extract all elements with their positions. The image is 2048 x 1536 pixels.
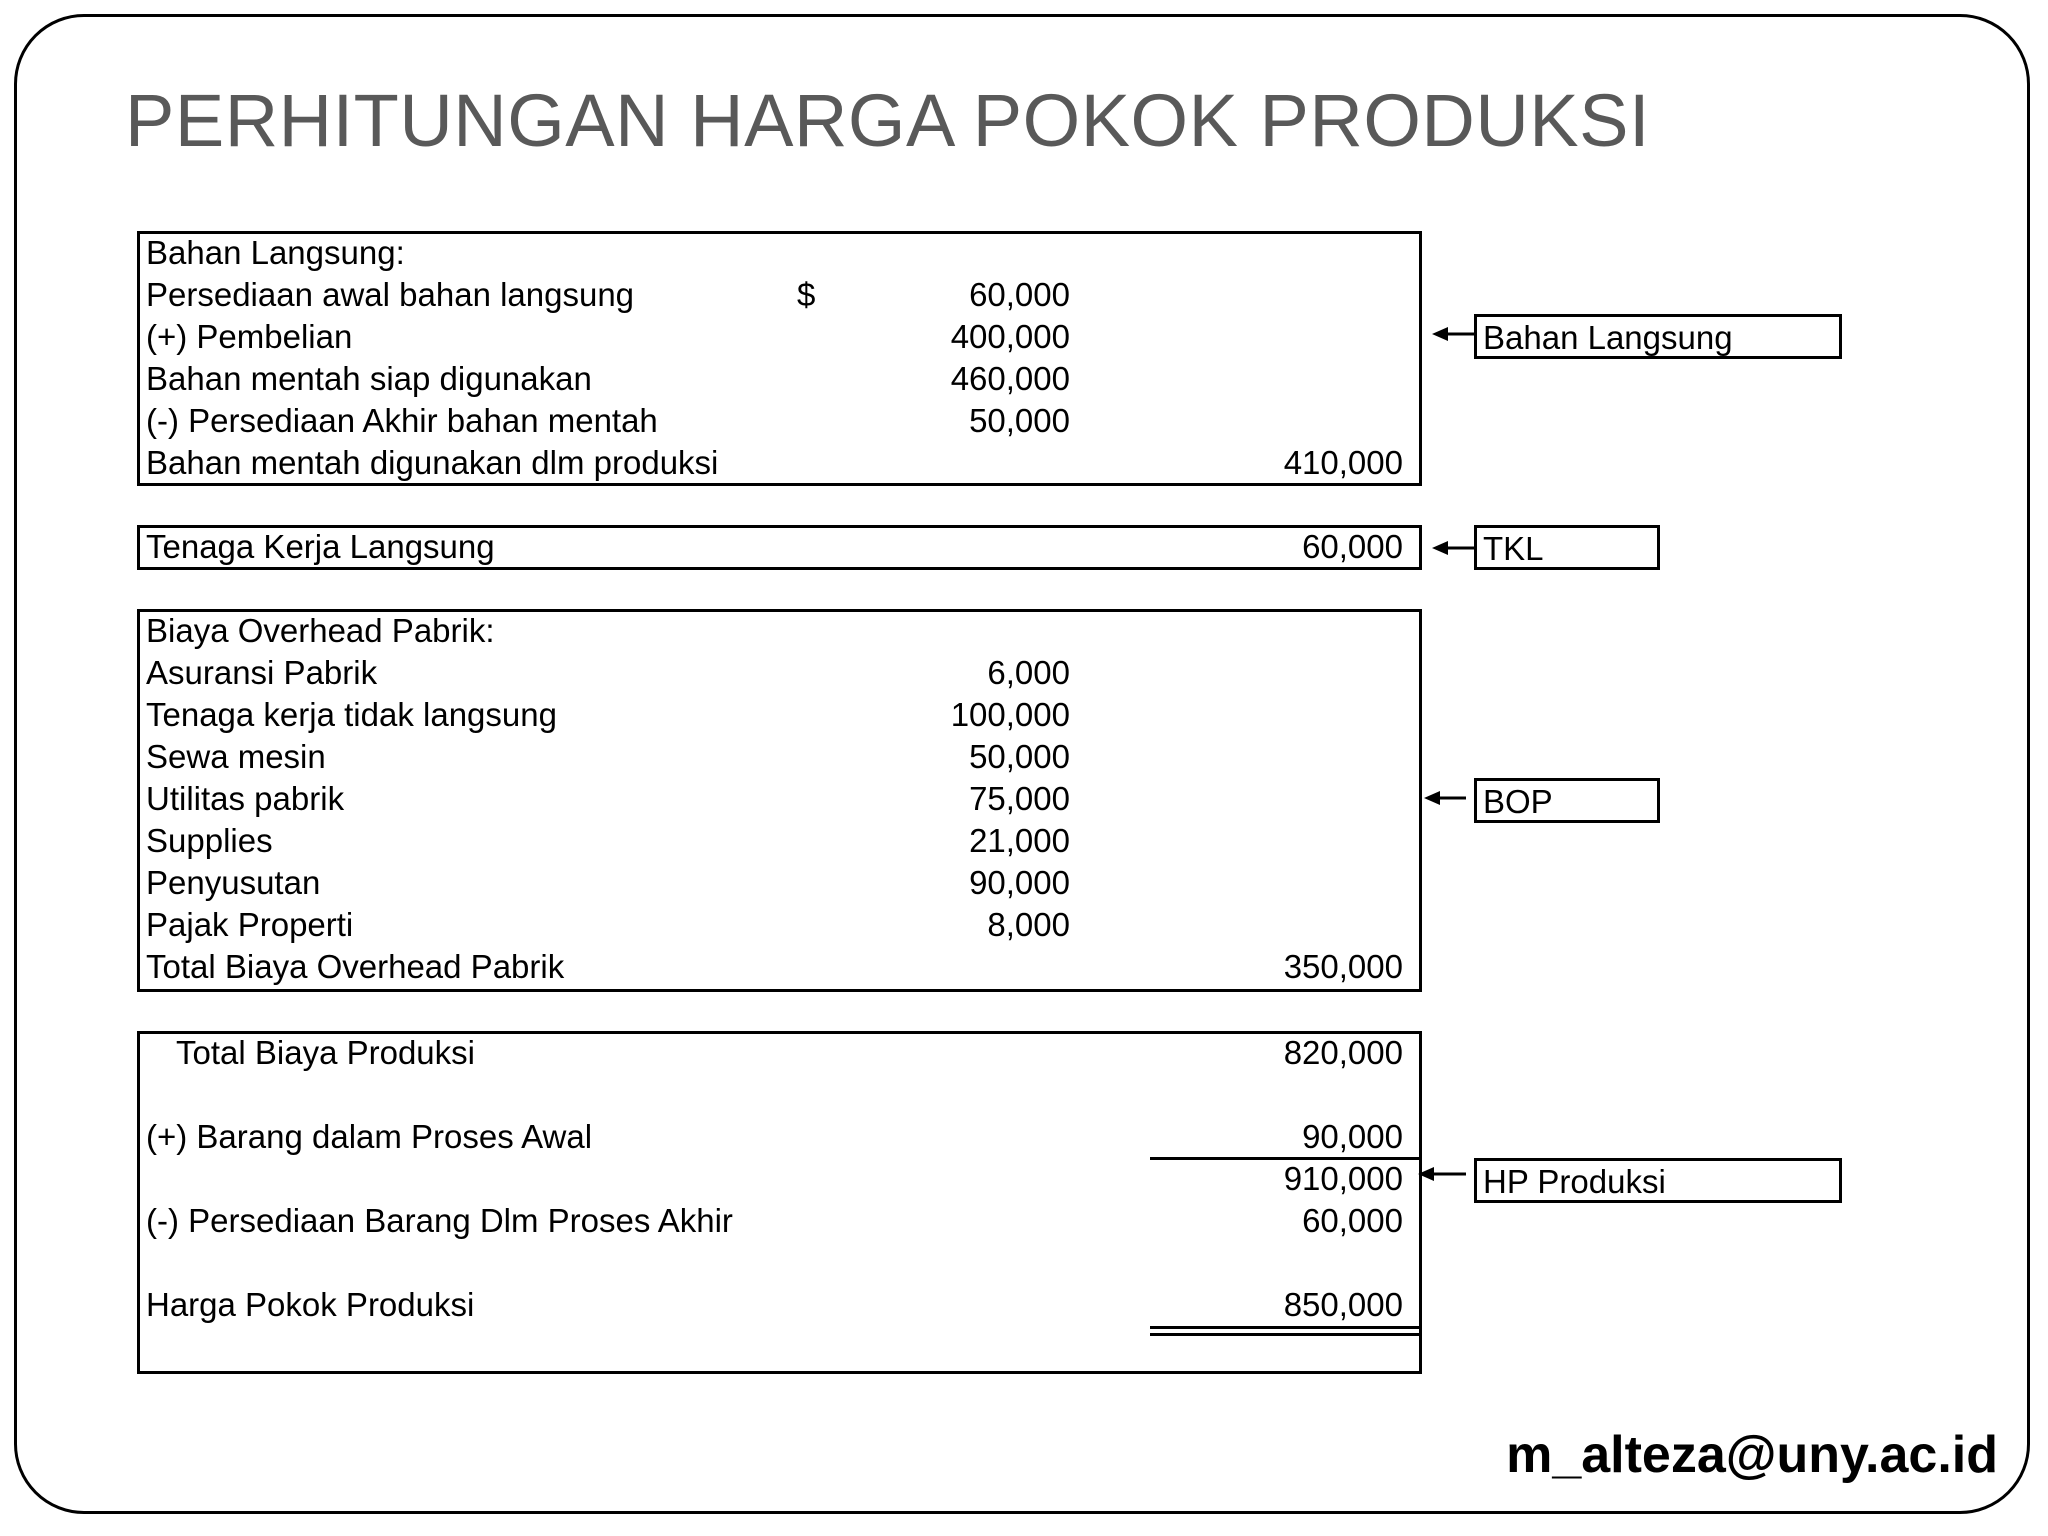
total-biaya-produksi-label: Total Biaya Produksi bbox=[176, 1034, 475, 1071]
bahan-row-label: Bahan mentah digunakan dlm produksi bbox=[146, 444, 719, 481]
bahan-heading: Bahan Langsung: bbox=[146, 234, 405, 271]
tkl-value: 60,000 bbox=[1302, 528, 1403, 565]
bahan-row-label: Persediaan awal bahan langsung bbox=[146, 276, 635, 313]
bop-row-label: Supplies bbox=[146, 822, 273, 859]
bop-row-value: 21,000 bbox=[969, 822, 1070, 859]
total-biaya-produksi-value: 820,000 bbox=[1283, 1034, 1403, 1071]
bahan-row-label: (+) Pembelian bbox=[146, 318, 353, 355]
bop-row-label: Pajak Properti bbox=[146, 906, 354, 943]
bdp-awal-label: (+) Barang dalam Proses Awal bbox=[146, 1118, 593, 1155]
currency-symbol: $ bbox=[797, 276, 816, 313]
bahan-row-value: 60,000 bbox=[969, 276, 1070, 313]
bahan-row-label: Bahan mentah siap digunakan bbox=[146, 360, 592, 397]
bdp-akhir-label: (-) Persediaan Barang Dlm Proses Akhir bbox=[146, 1202, 733, 1239]
bop-row-label: Tenaga kerja tidak langsung bbox=[146, 696, 557, 733]
subtotal-value: 910,000 bbox=[1283, 1160, 1403, 1197]
bdp-awal-value: 90,000 bbox=[1302, 1118, 1403, 1155]
bahan-row-value: 400,000 bbox=[950, 318, 1070, 355]
bop-row-label: Sewa mesin bbox=[146, 738, 326, 775]
arrow-left-icon bbox=[1424, 788, 1466, 808]
hp-produksi-tag-label: HP Produksi bbox=[1483, 1163, 1666, 1200]
bahan-langsung-tag-label: Bahan Langsung bbox=[1483, 319, 1733, 356]
bop-row-value: 100,000 bbox=[950, 696, 1070, 733]
bdp-akhir-value: 60,000 bbox=[1302, 1202, 1403, 1239]
bop-row-label: Penyusutan bbox=[146, 864, 321, 901]
bop-heading: Biaya Overhead Pabrik: bbox=[146, 612, 495, 649]
slide-title: PERHITUNGAN HARGA POKOK PRODUKSI bbox=[125, 79, 1651, 162]
bop-row-value: 90,000 bbox=[969, 864, 1070, 901]
bop-row-value: 6,000 bbox=[987, 654, 1070, 691]
bop-row-value: 8,000 bbox=[987, 906, 1070, 943]
tkl-tag-label: TKL bbox=[1483, 530, 1544, 567]
bop-row-value: 75,000 bbox=[969, 780, 1070, 817]
bop-row-label: Utilitas pabrik bbox=[146, 780, 345, 817]
hpp-label: Harga Pokok Produksi bbox=[146, 1286, 475, 1323]
bahan-langsung-tag bbox=[1474, 314, 1842, 359]
arrow-left-icon bbox=[1418, 1164, 1466, 1184]
hp-produksi-tag bbox=[1474, 1158, 1842, 1203]
bahan-total-value: 410,000 bbox=[1283, 444, 1403, 481]
arrow-left-icon bbox=[1432, 324, 1474, 344]
author-email: m_alteza@uny.ac.id bbox=[1506, 1426, 1998, 1484]
tkl-label: Tenaga Kerja Langsung bbox=[146, 528, 495, 565]
arrow-left-icon bbox=[1432, 538, 1474, 558]
double-underline-bottom bbox=[1150, 1333, 1422, 1336]
bop-tag-label: BOP bbox=[1483, 783, 1553, 820]
double-underline-top bbox=[1150, 1326, 1422, 1329]
bop-row-label: Asuransi Pabrik bbox=[146, 654, 378, 691]
bop-total-label: Total Biaya Overhead Pabrik bbox=[146, 948, 565, 985]
bahan-row-label: (-) Persediaan Akhir bahan mentah bbox=[146, 402, 658, 439]
bop-total-value: 350,000 bbox=[1283, 948, 1403, 985]
bop-tag bbox=[1474, 778, 1660, 823]
bahan-row-value: 460,000 bbox=[950, 360, 1070, 397]
hpp-value: 850,000 bbox=[1283, 1286, 1403, 1323]
bahan-row-value: 50,000 bbox=[969, 402, 1070, 439]
tkl-tag bbox=[1474, 525, 1660, 570]
bop-row-value: 50,000 bbox=[969, 738, 1070, 775]
